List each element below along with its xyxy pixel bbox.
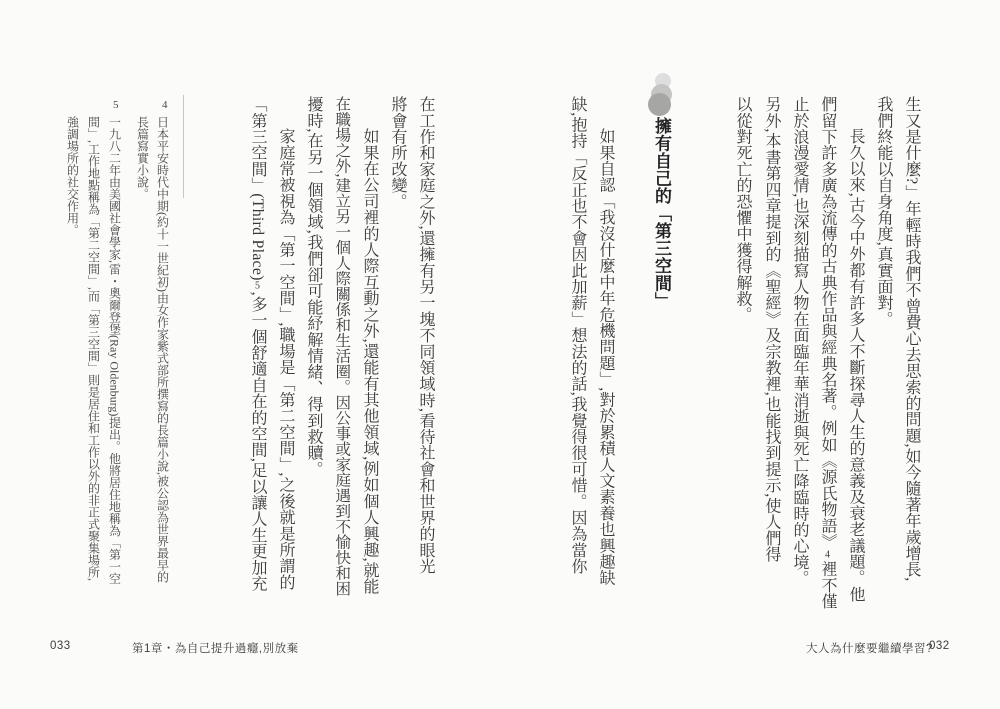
text-column (734, 96, 751, 323)
text-column (389, 96, 406, 209)
footnote-column (87, 116, 100, 581)
text-column (417, 96, 434, 574)
body-text: 家庭常被視為「第一空間」,職場是「第二空間」,之後就是所謂的 (277, 128, 294, 590)
page-number-right: 032 (929, 640, 950, 652)
page-number-left: 033 (50, 640, 71, 652)
body-text: 裡不僅 (819, 560, 836, 610)
running-head-chapter: 第1章・為自己提升過癮,別放棄 (132, 643, 299, 655)
body-text: 「第三空間」(Third Place) (249, 96, 266, 281)
body-text: 將會有所改變。 (389, 96, 406, 210)
footnote-column (108, 116, 121, 584)
text-column (305, 96, 322, 477)
footnote-marker: 4 (162, 99, 168, 111)
text-column (763, 96, 780, 562)
footnote-column (136, 116, 149, 200)
body-text: 止於浪漫愛情,也深刻描寫人物在面臨年華消逝與死亡降臨時的心境。 (791, 96, 808, 587)
text-column (791, 96, 808, 586)
section-title: 擁有自己的「第三空間」 (652, 117, 671, 310)
body-text: 在工作和家庭之外,還擁有另一塊不同領域時,看待社會和世界的眼光 (417, 96, 434, 575)
running-head-book-title: 大人為什麼要繼續學習? (806, 643, 933, 655)
body-text: 我們終能以自身角度,真實面對。 (875, 96, 892, 327)
text-column (903, 96, 920, 582)
text-column (597, 128, 614, 586)
footnote-text: 長篇寫實小說。 (135, 116, 150, 200)
footnote-marker: 5 (113, 99, 119, 111)
text-column (333, 96, 349, 596)
footnote-column (156, 116, 169, 583)
body-text: 如果在公司裡的人際互動之外,還能有其他領域,例如個人興趣,就能 (361, 128, 378, 595)
body-text: 在職場之外,建立另一個人際關係和生活圈。因公事或家庭遇到不愉快和困 (333, 96, 351, 596)
text-column (847, 128, 864, 602)
text-column (249, 96, 266, 592)
footnote-column (66, 116, 79, 236)
footnote-text: 間」,工作地點稱為「第二空間」,而「第三空間」則是居住和工作以外的非正式聚集場所, (86, 116, 101, 581)
footnote-reference: 4 (822, 549, 833, 561)
body-text: ,多一個舒適自在的空間,足以讓人生更加充 (249, 291, 266, 592)
body-text: 長久以來,古今中外都有許多人不斷探尋人生的意義及衰老議題。他 (847, 128, 864, 602)
text-column (361, 128, 378, 594)
footnote-text: 日本平安時代中期(約十一世紀初)由女作家紫式部所撰寫的長篇小說,被公認為世界最早的 (155, 116, 170, 583)
body-text: 另外,本書第四章提到的《聖經》及宗教裡,也能找到提示,使人們得 (763, 96, 780, 563)
text-column (277, 128, 294, 590)
text-column (569, 96, 586, 574)
text-column (875, 96, 892, 327)
icon-bottom-circle (648, 93, 671, 116)
body-text: 以從對死亡的恐懼中獲得解救。 (734, 96, 751, 323)
footnote-separator (183, 95, 184, 198)
footnote-text: 強調場所的社交作用。 (65, 116, 80, 236)
body-text: 生又是什麼?」年輕時我們不曾費心去思索的問題,如今隨著年歲增長, (903, 96, 920, 582)
text-column (819, 96, 836, 609)
body-text: 們留下許多廣為流傳的古典作品與經典名著。例如《源氏物語》 (819, 96, 836, 550)
body-text: 擾時,在另一個領域,我們卻可能紓解情緒、得到救贖。 (305, 96, 322, 477)
body-text: 缺,抱持「反正也不會因此加薪」想法的話,我覺得很可惜。因為當你 (569, 96, 586, 575)
footnote-reference: 5 (252, 280, 263, 292)
footnote-text: 一九八二年由美國社會學家,雷・奧爾登堡(Ray Oldenburg)提出。他將居住地稱為「第一空 (107, 116, 122, 585)
body-text: 如果自認「我沒什麼中年危機問題」,對於累積人文素養也興趣缺 (597, 128, 614, 586)
